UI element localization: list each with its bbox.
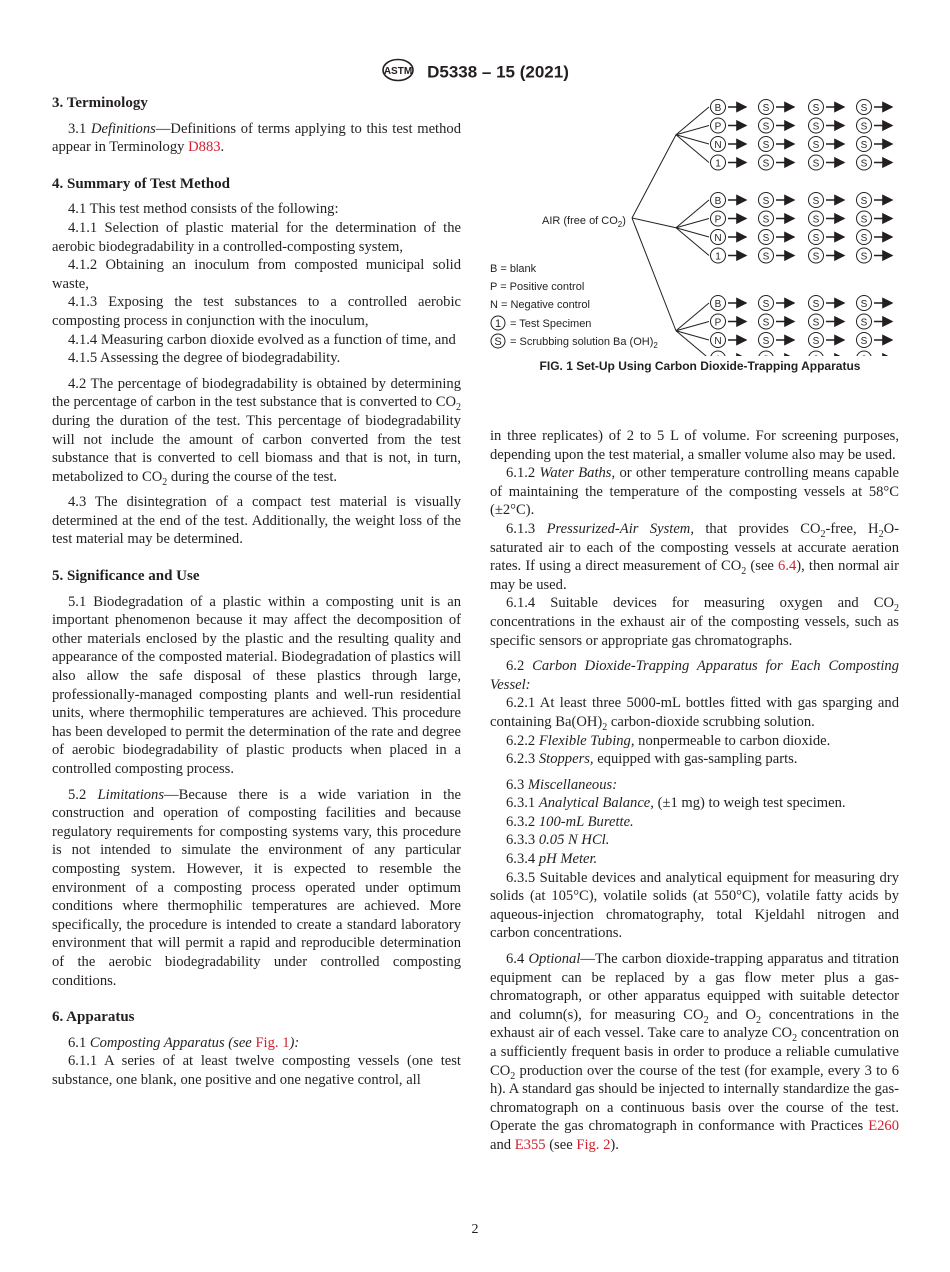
- scrubber-label: S: [812, 121, 820, 133]
- link-fig-2[interactable]: Fig. 2: [576, 1136, 611, 1153]
- scrubber-label: S: [762, 336, 770, 347]
- air-fan-line: [632, 218, 676, 331]
- link-e355[interactable]: E355: [514, 1136, 546, 1153]
- scrubber-label: S: [812, 317, 820, 329]
- scrubber-label: S: [762, 196, 770, 207]
- para-6-3-2: 6.3.2 100-mL Burette.: [506, 813, 634, 830]
- para-4-1-3: 4.1.3 Exposing the test substances to a controlled aerobic composting process in conjunction with the inoculum,: [52, 294, 461, 329]
- figure-rows: [632, 100, 892, 357]
- para-6-1-3: 6.1.3 Pressurized-Air System, that provides $CO_2$-free, $H_2O$-saturated air to each of the composting vessels at accurate aeration rates. If using a direct measurement of $CO_2$ (see 6.4), then normal air may be used.: [490, 520, 899, 593]
- scrubber-label: S: [762, 158, 770, 170]
- scrubber-label: S: [762, 140, 770, 151]
- para-6-3-5: 6.3.5 Suitable devices and analytical equipment for measuring dry solids (at 105°C), volatile solids (at 550°C), volatile fatty acids by aqueous-injection chromatography, total Kjeldahl nitrogen and carbon concentrations.: [490, 869, 899, 942]
- scrubber-label: S: [812, 336, 820, 347]
- para-6-1: 6.1 Composting Apparatus (see Fig. 1):: [68, 1034, 300, 1051]
- scrubber-label: S: [812, 251, 820, 263]
- standard-designation: D5338 – 15 (2021): [427, 62, 569, 82]
- specimen-label: P: [714, 121, 722, 133]
- para-3-1: 3.1 Definitions—Definitions of terms applying to this test method appear in Terminology D883.: [52, 120, 461, 156]
- legend-blank: B = blank: [490, 263, 537, 275]
- scrubber-label: [861, 355, 868, 357]
- scrubber-label: S: [812, 140, 820, 151]
- para-5-2: 5.2 Limitations—Because there is a wide variation in the construction and operation of composting facilities and because regulatory requirements for composting systems vary, this procedure is not intended to simulate the environment of any particular composting system. However, it is expected to resemble the environment of a composting process operated under optimum conditions where thermophilic temperatures are achieved. More specifically, the procedure is intended to create a standard laboratory environment that will permit a rapid and reproducible determination of the aerobic biodegradability under controlled composting conditions.: [52, 786, 461, 989]
- scrubber-label: S: [762, 121, 770, 133]
- para-6-2-1: 6.2.1 At least three 5000-mL bottles fitted with gas sparging and containing $Ba(OH)_2$ carbon-dioxide scrubbing solution.: [490, 695, 899, 733]
- specimen-label: B: [714, 103, 722, 114]
- scrubber-label: S: [762, 214, 770, 226]
- svg-text:1: 1: [494, 318, 502, 330]
- figure-1: [480, 96, 920, 376]
- scrubber-label: S: [860, 196, 868, 207]
- scrubber-label: [763, 355, 770, 357]
- section-3-title: 3. Terminology: [52, 95, 148, 111]
- specimen-label: P: [714, 214, 722, 226]
- left-column: [52, 94, 461, 1090]
- specimen-label: B: [714, 299, 722, 310]
- scrubber-label: S: [860, 103, 868, 114]
- legend-scrubber: = Scrubbing solution Ba $(OH)_2$: [510, 336, 658, 350]
- scrubber-label: S: [812, 103, 820, 114]
- branch-line: [676, 331, 709, 356]
- section-4-title: 4. Summary of Test Method: [52, 175, 230, 192]
- link-e260[interactable]: E260: [868, 1118, 899, 1135]
- air-fan-line: [632, 218, 676, 228]
- para-6-1-2: 6.1.2 Water Baths, or other temperature controlling means capable of maintaining the temperature of the composting vessels at 58°C (±2°C).: [490, 465, 899, 519]
- specimen-label: 1: [715, 158, 721, 170]
- scrubber-label: S: [860, 158, 868, 170]
- para-6-3-1: 6.3.1 Analytical Balance, (±1 mg) to weigh test specimen.: [506, 795, 846, 812]
- specimen-label: 1: [715, 251, 721, 263]
- scrubber-label: S: [860, 214, 868, 226]
- scrubber-label: S: [860, 251, 868, 263]
- specimen-label: N: [714, 336, 722, 347]
- specimen-label: N: [714, 233, 722, 244]
- scrubber-label: S: [762, 251, 770, 263]
- figure-legend: [490, 263, 658, 350]
- para-4-2: 4.2 The percentage of biodegradability is obtained by determining the percentage of carbon in the test substance that is converted to $CO_2$ during the duration of the test. This percentage of biodegradability will not include the amount of carbon converted from the test substance that is converted to cell biomass and that is not, in turn, metabolized to $CO_2$ during the course of the test.: [52, 375, 461, 488]
- astm-logo-icon: [381, 58, 415, 87]
- air-label: AIR (free of $CO_2$): [542, 215, 626, 229]
- para-4-1: 4.1 This test method consists of the following:: [68, 201, 339, 218]
- specimen-label: N: [714, 140, 722, 151]
- right-column: [490, 427, 899, 1155]
- para-6-2: 6.2 Carbon Dioxide-Trapping Apparatus for Each Composting Vessel:: [490, 658, 899, 693]
- para-6-3: 6.3 Miscellaneous:: [506, 776, 618, 793]
- para-6-1-4: 6.1.4 Suitable devices for measuring oxygen and $CO_2$ concentrations in the exhaust air of the composting vessels, such as specific sensors or appropriate gas chromatographs.: [490, 595, 899, 649]
- para-6-4: 6.4 Optional—The carbon dioxide-trapping apparatus and titration equipment can be replaced by a gas flow meter plus a gas-chromatograph, or other apparatus equipped with suitable detector and column(s), for measuring $CO_2$ and $O_2$ concentrations in the exhaust air of each vessel. Take care to analyze $CO_2$ concentration on a sufficiently frequent basis in order to produce a reliable cumulative $CO_2$ production over the course of the test (for example, every 3 to 6 h). A standard gas should be injected to internally standardize the gas-chromatograph on a continuous basis over the course of the test. Operate the gas chromatograph in conformance with Practices E260 and E355 (see Fig. 2).: [490, 951, 899, 1153]
- para-6-3-4: 6.3.4 pH Meter.: [506, 851, 598, 868]
- section-6-title: 6. Apparatus: [52, 1009, 135, 1026]
- figure-1-diagram: [480, 96, 920, 356]
- scrubber-label: S: [812, 214, 820, 226]
- scrubber-label: S: [860, 317, 868, 329]
- para-6-1-1: 6.1.1 A series of at least twelve composting vessels (one test substance, one blank, one positive and one negative control, all: [52, 1053, 461, 1088]
- para-5-1: 5.1 Biodegradation of a plastic within a composting unit is an important phenomenon because it may affect the decomposition of other materials enclosed by the plastic and the resulting quality and appearance of the composted material. Biodegradation of plastics will also allow the safe disposal of these plastics through large, professionally-managed composting plants and well-run residential units, where thermophilic temperatures are achieved. This procedure has been developed to permit the determination of the rate and degree of aerobic biodegradability of plastic products when placed in a controlled composting process.: [52, 593, 461, 777]
- scrubber-label: S: [812, 233, 820, 244]
- scrubber-label: S: [860, 121, 868, 133]
- scrubber-label: S: [762, 233, 770, 244]
- para-4-1-5: 4.1.5 Assessing the degree of biodegradability.: [68, 350, 341, 367]
- para-4-1-1: 4.1.1 Selection of plastic material for the determination of the aerobic biodegradability in a controlled-composting system,: [52, 219, 461, 255]
- svg-text:S: S: [494, 336, 502, 348]
- svg-text:ASTM: ASTM: [383, 66, 413, 77]
- scrubber-label: S: [812, 196, 820, 207]
- scrubber-label: S: [812, 299, 820, 310]
- para-4-1-2: 4.1.2 Obtaining an inoculum from composted municipal solid waste,: [52, 257, 461, 292]
- air-fan-line: [632, 135, 676, 218]
- document-header: [0, 58, 950, 87]
- scrubber-label: S: [860, 233, 868, 244]
- legend-positive: P = Positive control: [490, 281, 585, 293]
- page-number: 2: [471, 1222, 479, 1237]
- specimen-label: P: [714, 317, 722, 329]
- para-6-3-3: 6.3.3 0.05 N HCl.: [506, 832, 610, 849]
- scrubber-label: S: [812, 158, 820, 170]
- scrubber-label: S: [860, 336, 868, 347]
- para-4-1-4: 4.1.4 Measuring carbon dioxide evolved as a function of time, and: [68, 331, 456, 348]
- figure-1-caption: FIG. 1 Set-Up Using Carbon Dioxide-Trapping Apparatus: [539, 359, 861, 373]
- scrubber-label: S: [762, 317, 770, 329]
- link-6-4[interactable]: 6.4: [778, 558, 797, 575]
- para-6-1-1-cont: in three replicates) of 2 to 5 L of volume. For screening purposes, depending upon the test material, a smaller volume also may be used.: [490, 428, 899, 463]
- para-4-3: 4.3 The disintegration of a compact test material is visually determined at the end of the test. Additionally, the weight loss of the test material may be determined.: [52, 494, 461, 548]
- specimen-label: [715, 355, 721, 357]
- scrubber-label: S: [762, 103, 770, 114]
- link-d883[interactable]: D883: [188, 139, 221, 156]
- para-6-2-3: 6.2.3 Stoppers, equipped with gas-sampling parts.: [506, 751, 798, 768]
- para-6-2-2: 6.2.2 Flexible Tubing, nonpermeable to carbon dioxide.: [506, 732, 831, 749]
- link-fig-1[interactable]: Fig. 1: [255, 1034, 290, 1051]
- legend-negative: N = Negative control: [490, 299, 590, 311]
- scrubber-label: S: [762, 299, 770, 310]
- legend-specimen: = Test Specimen: [510, 318, 592, 330]
- section-5-title: 5. Significance and Use: [52, 568, 200, 585]
- specimen-label: B: [714, 196, 722, 207]
- scrubber-label: S: [860, 140, 868, 151]
- scrubber-label: S: [860, 299, 868, 310]
- scrubber-label: [813, 355, 820, 357]
